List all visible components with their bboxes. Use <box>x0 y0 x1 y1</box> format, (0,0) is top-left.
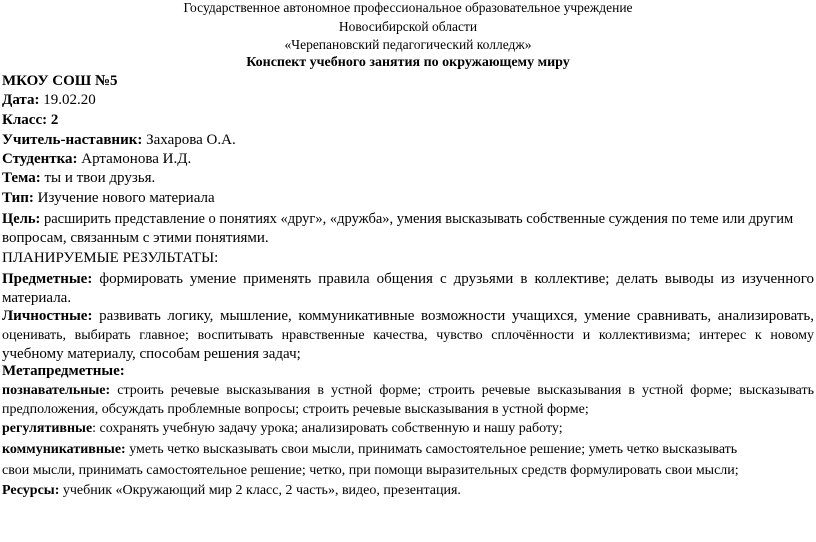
communicative-line-1: уметь четко высказывать свои мысли, принимать самостоятельное решение; уметь четко высказывать <box>125 442 738 457</box>
student-row <box>2 151 191 168</box>
student-value: Артамонова И.Д. <box>77 151 192 167</box>
date-value: 19.02.20 <box>39 92 96 108</box>
goal-line-2: вопросам, связанным с этими понятиями. <box>2 230 269 246</box>
date-row <box>2 92 96 109</box>
personal-line-1: развивать логику, мышление, коммуникативные возможности учащихся, умение сравнивать, анализировать, <box>92 308 814 324</box>
goal-label: Цель: <box>2 211 41 227</box>
results-heading: ПЛАНИРУЕМЫЕ РЕЗУЛЬТАТЫ: <box>2 250 219 266</box>
institution-line-3: «Черепановский педагогический колледж» <box>284 37 532 52</box>
personal-line-2: оценивать, выбирать главное; воспитывать нравственные качества, чувство сплочённости и коллективизма; интерес к новому <box>2 328 814 343</box>
type-row <box>2 190 215 207</box>
mentor-row <box>2 132 236 149</box>
student-label: Студентка: <box>2 151 78 167</box>
topic-label: Тема: <box>2 170 41 186</box>
school-name: МКОУ СОШ №5 <box>2 73 118 89</box>
subject-line-2: материала. <box>2 290 72 306</box>
resources-value: учебник «Окружающий мир 2 класс, 2 часть», видео, презентация. <box>59 483 461 498</box>
goal-paragraph <box>2 210 814 248</box>
institution-line-2: Новосибирской области <box>338 19 478 34</box>
document-title: Конспект учебного занятия по окружающему миру <box>246 55 570 70</box>
communicative-label: коммуникативные: <box>2 442 126 457</box>
cognitive-line-1: строить речевые высказывания в устной форме; строить речевые высказывания в устной форме; высказывать <box>110 383 814 398</box>
date-label: Дата: <box>2 92 40 108</box>
personal-line-3: учебному материалу, способам решения задач; <box>2 346 301 362</box>
communicative-paragraph <box>2 440 814 480</box>
goal-line-1: расширить представление о понятиях «друг», «дружба», умения высказывать собственные суждения по теме или другим <box>40 211 794 227</box>
topic-row <box>2 170 155 187</box>
communicative-line-2: свои мысли, принимать самостоятельное решение; четко, при помощи выразительных средств формулировать свои мысли; <box>2 463 739 478</box>
regulatory-label: регулятивные <box>2 421 93 436</box>
type-value: Изучение нового материала <box>33 190 215 206</box>
cognitive-paragraph <box>2 381 814 419</box>
regulatory-line-1: : сохранять учебную задачу урока; анализировать собственную и нашу работу; <box>92 421 563 436</box>
cognitive-line-2: предположения, обсуждать проблемные вопросы; строить речевые высказывания в устной форме; <box>2 402 589 417</box>
personal-results-paragraph <box>2 307 814 364</box>
personal-label: Личностные: <box>2 308 93 324</box>
mentor-value: Захарова О.А. <box>142 132 236 148</box>
resources-row <box>2 483 461 499</box>
type-label: Тип: <box>2 190 34 206</box>
meta-heading: Метапредметные: <box>2 363 125 379</box>
subject-line-1: формировать умение применять правила общения с друзьями в коллективе; делать выводы из изученного <box>92 271 814 287</box>
grade-row: Класс: 2 <box>2 112 59 128</box>
topic-value: ты и твои друзья. <box>40 170 156 186</box>
resources-label: Ресурсы: <box>2 483 60 498</box>
regulatory-paragraph <box>2 419 814 438</box>
subject-results-paragraph <box>2 270 814 308</box>
subject-label: Предметные: <box>2 271 93 287</box>
cognitive-label: познавательные: <box>2 383 111 398</box>
mentor-label: Учитель-наставник: <box>2 132 143 148</box>
institution-line-1: Государственное автономное профессиональное образовательное учреждение <box>183 0 633 15</box>
